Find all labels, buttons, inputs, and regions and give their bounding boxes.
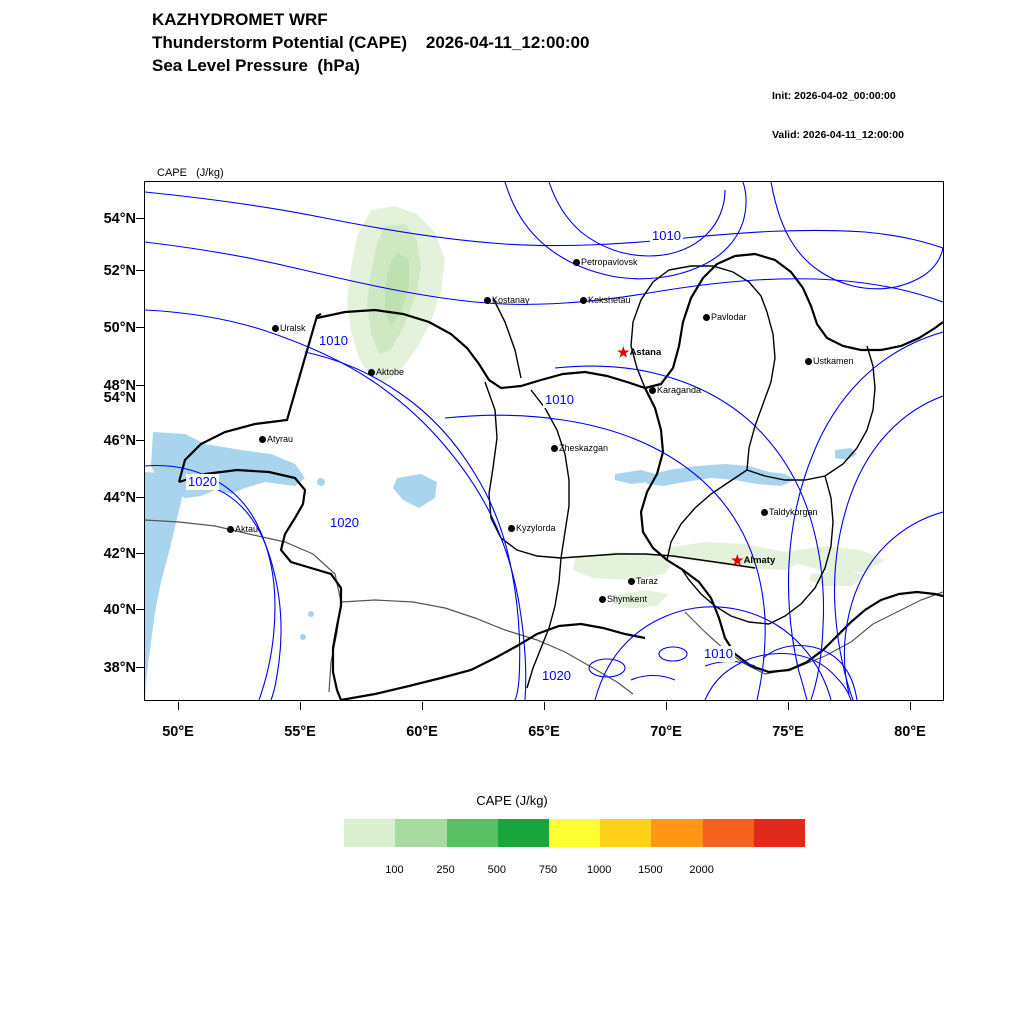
isobar-label-4: 1020 xyxy=(188,474,217,489)
city-label: Pavlodar xyxy=(711,312,747,322)
city-label: Zheskazgan xyxy=(559,443,609,453)
lat-label-54n: 54°N xyxy=(103,390,136,406)
colorbar-cell-3 xyxy=(447,819,498,847)
isobar-label-2: 1010 xyxy=(319,333,348,348)
lat-tick-8 xyxy=(136,609,144,610)
city-atyrau xyxy=(259,435,293,444)
city-label: Atyrau xyxy=(267,434,294,444)
lat-tick-4 xyxy=(136,385,144,386)
capital-label: Almaty xyxy=(743,555,776,566)
city-dot-icon xyxy=(259,436,266,443)
city-label: Taraz xyxy=(636,576,659,586)
colorbar-cell-9 xyxy=(754,819,805,847)
colorbar-title: CAPE (J/kg) xyxy=(476,793,548,808)
city-dot-icon xyxy=(551,445,558,452)
city-dot-icon xyxy=(368,369,375,376)
city-dot-icon xyxy=(628,578,635,585)
city-label: Petropavlovsk xyxy=(581,257,638,267)
lon-label-6: 75°E xyxy=(772,724,804,740)
kazakhstan-border xyxy=(179,254,943,700)
isobar-label-5: 1020 xyxy=(330,515,359,530)
city-dot-icon xyxy=(599,596,606,603)
city-label: Kostanay xyxy=(492,295,530,305)
lat-tick-1 xyxy=(136,218,144,219)
city-kokshetau xyxy=(580,296,631,305)
lat-label-2: 52°N xyxy=(103,263,136,279)
lon-label-3: 60°E xyxy=(406,724,438,740)
city-karaganda xyxy=(649,386,701,395)
lon-tick-5 xyxy=(666,702,667,710)
city-label: Taldykorgan xyxy=(769,507,818,517)
city-dot-icon xyxy=(703,314,710,321)
isobar-label-1: 1010 xyxy=(652,228,681,243)
lat-tick-2 xyxy=(136,270,144,271)
lat-tick-7 xyxy=(136,553,144,554)
cape-field-label: CAPE (J/kg) xyxy=(157,167,224,179)
lat-label-9: 38°N xyxy=(103,660,136,676)
lon-label-5: 70°E xyxy=(650,724,682,740)
lon-tick-3 xyxy=(422,702,423,710)
isobar-label-6: 1010 xyxy=(704,646,733,661)
colorbar-tick-250: 250 xyxy=(436,864,455,876)
isobar-label-3: 1010 xyxy=(545,392,574,407)
colorbar-ticks xyxy=(292,864,804,882)
colorbar-cell-4 xyxy=(498,819,549,847)
colorbar-tick-1000: 1000 xyxy=(586,864,612,876)
colorbar-cell-6 xyxy=(600,819,651,847)
longitude-axis xyxy=(144,702,944,752)
city-label: Kokshetau xyxy=(588,295,631,305)
capital-label: Astana xyxy=(629,347,662,358)
city-zheskazgan xyxy=(551,444,608,453)
init-valid-block xyxy=(772,64,904,155)
lon-tick-4 xyxy=(544,702,545,710)
city-dot-icon xyxy=(573,259,580,266)
city-label: Aktobe xyxy=(376,367,405,377)
lon-label-4: 65°E xyxy=(528,724,560,740)
city-shymkent xyxy=(599,595,647,604)
colorbar-cell-5 xyxy=(549,819,600,847)
city-petropavlovsk xyxy=(573,258,638,267)
lon-tick-1 xyxy=(178,702,179,710)
city-ustkamen xyxy=(805,357,854,366)
lat-tick-3 xyxy=(136,327,144,328)
city-dot-icon xyxy=(508,525,515,532)
lat-tick-5 xyxy=(136,440,144,441)
city-label: Ustkamen xyxy=(813,356,854,366)
city-dot-icon xyxy=(484,297,491,304)
title-line-3: Sea Level Pressure (hPa) xyxy=(152,56,360,75)
lon-tick-6 xyxy=(788,702,789,710)
lat-label-5: 46°N xyxy=(103,433,136,449)
init-time: Init: 2026-04-02_00:00:00 xyxy=(772,90,896,102)
city-label: Shymkent xyxy=(607,594,648,604)
city-label: Kyzylorda xyxy=(516,523,556,533)
lon-label-1: 50°E xyxy=(162,724,194,740)
city-dot-icon xyxy=(805,358,812,365)
capital-astana xyxy=(617,344,662,360)
colorbar-cell-7 xyxy=(651,819,702,847)
city-label: Aktau xyxy=(235,524,259,534)
lat-label-7: 42°N xyxy=(103,546,136,562)
title-line-1: KAZHYDROMET WRF xyxy=(152,10,328,29)
lon-label-7: 80°E xyxy=(894,724,926,740)
colorbar-tick-500: 500 xyxy=(487,864,506,876)
colorbar-tick-2000: 2000 xyxy=(689,864,714,876)
lon-tick-7 xyxy=(910,702,911,710)
capital-almaty xyxy=(731,552,776,568)
lat-label-8: 40°N xyxy=(103,602,136,618)
city-taldykorgan xyxy=(761,508,818,517)
city-label: Uralsk xyxy=(280,323,306,333)
colorbar-cell-0 xyxy=(293,819,344,847)
lat-label-3: 50°N xyxy=(103,320,136,336)
colorbar-tick-100: 100 xyxy=(385,864,404,876)
isobar-label-7: 1020 xyxy=(542,668,571,683)
lon-label-2: 55°E xyxy=(284,724,316,740)
colorbar-cell-8 xyxy=(703,819,754,847)
city-uralsk xyxy=(272,324,306,333)
city-dot-icon xyxy=(580,297,587,304)
city-aktobe xyxy=(368,368,404,377)
star-icon: ★ xyxy=(617,344,630,360)
lat-label-4: 48°N xyxy=(103,378,136,394)
city-label: Karaganda xyxy=(657,385,702,395)
star-icon: ★ xyxy=(731,552,744,568)
city-dot-icon xyxy=(761,509,768,516)
city-dot-icon xyxy=(227,526,234,533)
title-line-2: Thunderstorm Potential (CAPE) 2026-04-11_12:00:00 xyxy=(152,33,590,52)
colorbar-cell-1 xyxy=(344,819,395,847)
colorbar xyxy=(292,818,806,848)
city-pavlodar xyxy=(703,313,747,322)
city-dot-icon xyxy=(272,325,279,332)
valid-time: Valid: 2026-04-11_12:00:00 xyxy=(772,129,904,141)
colorbar-cell-2 xyxy=(395,819,446,847)
lat-label-1: 54°N xyxy=(103,211,136,227)
lon-tick-2 xyxy=(300,702,301,710)
city-kyzylorda xyxy=(508,524,556,533)
lat-tick-6 xyxy=(136,497,144,498)
colorbar-tick-1500: 1500 xyxy=(638,864,663,876)
city-kostanay xyxy=(484,296,530,305)
city-dot-icon xyxy=(649,387,656,394)
lat-label-6: 44°N xyxy=(103,490,136,506)
city-taraz xyxy=(628,577,658,586)
colorbar-tick-750: 750 xyxy=(538,864,558,876)
lat-tick-9 xyxy=(136,667,144,668)
city-aktau xyxy=(227,525,258,534)
